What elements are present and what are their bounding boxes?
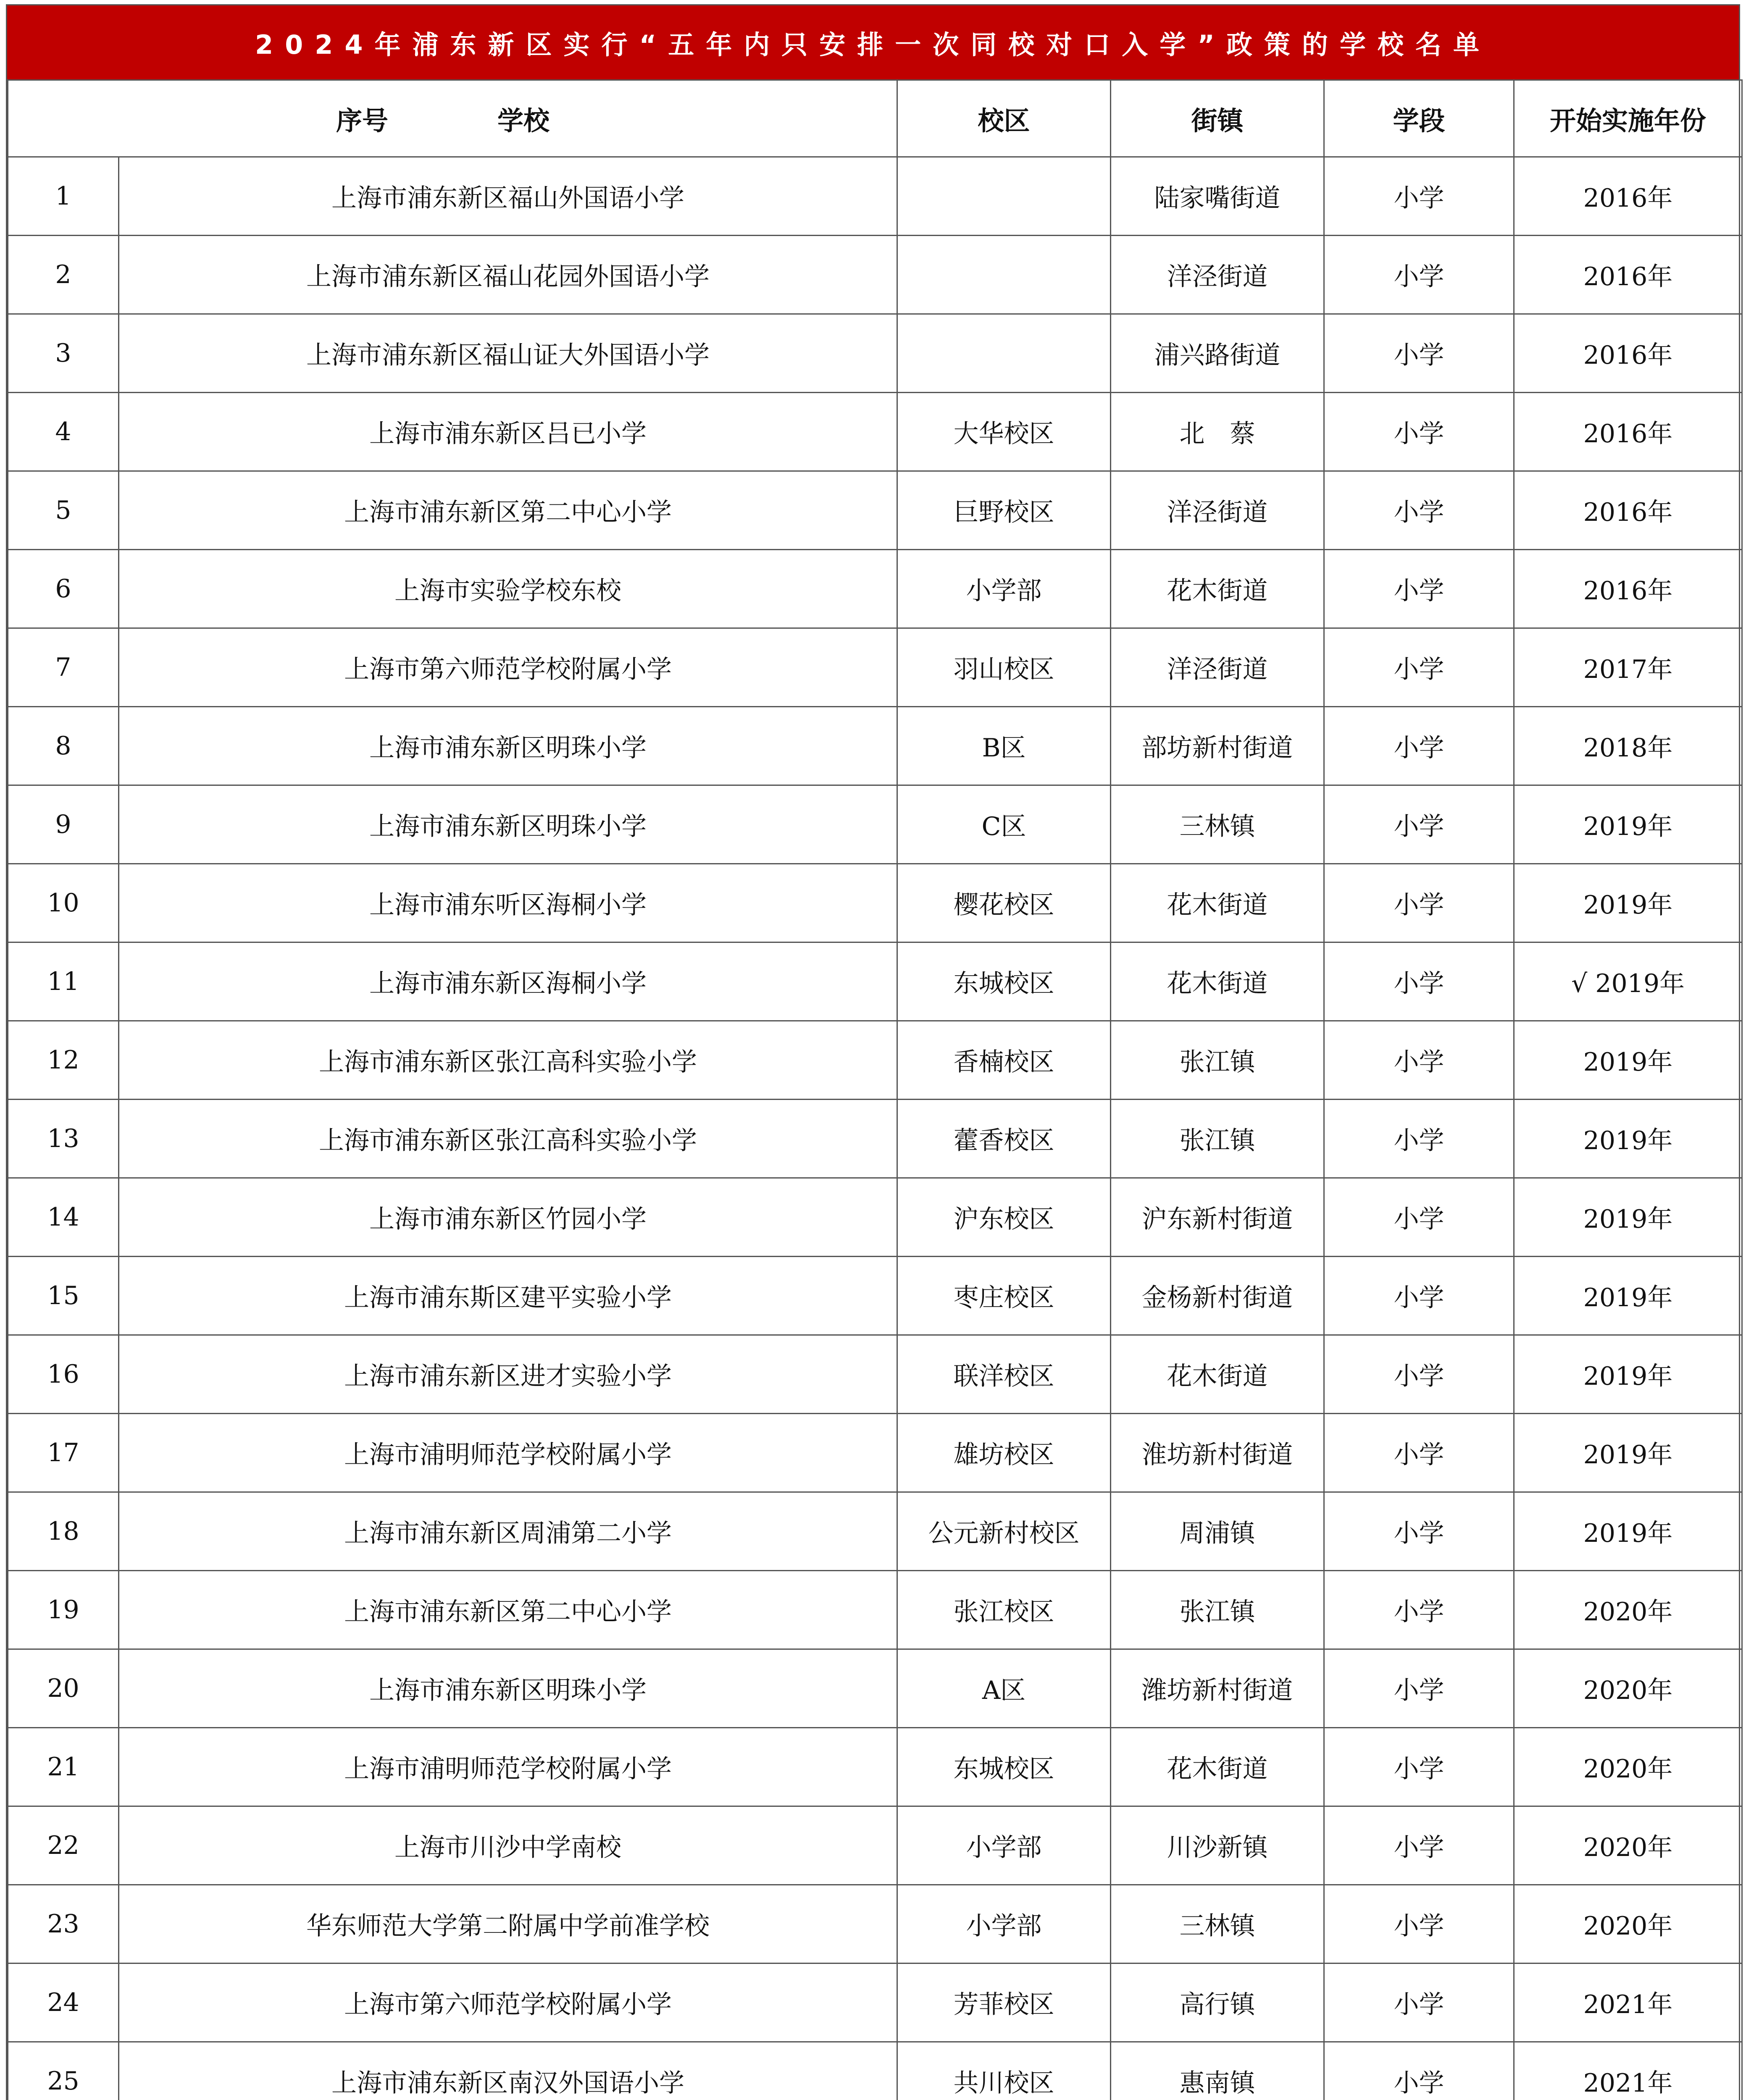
- cell-school[interactable]: 上海市浦东新区南汉外国语小学: [119, 2042, 897, 2100]
- cell-year[interactable]: √ 2019年: [1514, 942, 1742, 1021]
- table-row: [8, 1414, 1742, 1492]
- cell-level[interactable]: 小学: [1324, 1492, 1514, 1571]
- cell-year[interactable]: 2020年: [1514, 1649, 1742, 1728]
- cell-no[interactable]: 16: [8, 1335, 119, 1414]
- cell-no[interactable]: 10: [8, 864, 119, 942]
- cell-level[interactable]: 小学: [1324, 393, 1514, 471]
- cell-street[interactable]: 花木街道: [1111, 1335, 1324, 1414]
- cell-campus[interactable]: 小学部: [897, 550, 1111, 628]
- cell-street[interactable]: 张江镇: [1111, 1021, 1324, 1100]
- cell-school[interactable]: 上海市浦东新区吕已小学: [119, 393, 897, 471]
- cell-school[interactable]: 上海市浦东新区明珠小学: [119, 1649, 897, 1728]
- cell-level[interactable]: 小学: [1324, 550, 1514, 628]
- cell-street[interactable]: 三林镇: [1111, 785, 1324, 864]
- cell-campus[interactable]: 联洋校区: [897, 1335, 1111, 1414]
- header-no-school[interactable]: [8, 80, 897, 157]
- cell-no[interactable]: 21: [8, 1728, 119, 1806]
- table-row: [8, 1806, 1742, 1885]
- cell-street[interactable]: 北 蔡: [1111, 393, 1324, 471]
- table-row: [8, 236, 1742, 314]
- cell-no[interactable]: 23: [8, 1885, 119, 1964]
- cell-no[interactable]: 1: [8, 157, 119, 236]
- cell-street[interactable]: 花木街道: [1111, 942, 1324, 1021]
- cell-school[interactable]: 上海市浦东新区第二中心小学: [119, 1571, 897, 1649]
- cell-no[interactable]: 6: [8, 550, 119, 628]
- cell-school[interactable]: 上海市浦东新区竹园小学: [119, 1178, 897, 1257]
- page-title: 2024年浦东新区实行“五年内只安排一次同校对口入学”政策的学校名单: [7, 5, 1739, 79]
- cell-level[interactable]: 小学: [1324, 1178, 1514, 1257]
- cell-year[interactable]: 2019年: [1514, 1414, 1742, 1492]
- table-row: [8, 707, 1742, 785]
- cell-year[interactable]: 2016年: [1514, 314, 1742, 393]
- cell-street[interactable]: 金杨新村街道: [1111, 1257, 1324, 1335]
- cell-campus[interactable]: 枣庄校区: [897, 1257, 1111, 1335]
- spreadsheet: [6, 4, 1740, 2100]
- cell-street[interactable]: 潍坊新村街道: [1111, 1649, 1324, 1728]
- cell-year[interactable]: 2019年: [1514, 1178, 1742, 1257]
- cell-no[interactable]: 13: [8, 1100, 119, 1178]
- cell-year[interactable]: 2021年: [1514, 2042, 1742, 2100]
- cell-campus[interactable]: 小学部: [897, 1806, 1111, 1885]
- cell-campus[interactable]: 香楠校区: [897, 1021, 1111, 1100]
- cell-year[interactable]: 2020年: [1514, 1728, 1742, 1806]
- cell-no[interactable]: 18: [8, 1492, 119, 1571]
- table-body: [8, 157, 1742, 2100]
- table-row: [8, 550, 1742, 628]
- cell-street[interactable]: 洋泾街道: [1111, 628, 1324, 707]
- cell-campus[interactable]: 公元新村校区: [897, 1492, 1111, 1571]
- cell-no[interactable]: 20: [8, 1649, 119, 1728]
- table-row: [8, 1571, 1742, 1649]
- table-row: [8, 1492, 1742, 1571]
- table-row: [8, 1100, 1742, 1178]
- cell-campus[interactable]: 樱花校区: [897, 864, 1111, 942]
- cell-level[interactable]: 小学: [1324, 1728, 1514, 1806]
- cell-street[interactable]: 洋泾街道: [1111, 471, 1324, 550]
- cell-no[interactable]: 14: [8, 1178, 119, 1257]
- cell-school[interactable]: 上海市浦东新区福山外国语小学: [119, 157, 897, 236]
- cell-level[interactable]: 小学: [1324, 1414, 1514, 1492]
- cell-school[interactable]: 上海市浦明师范学校附属小学: [119, 1414, 897, 1492]
- cell-year[interactable]: 2016年: [1514, 393, 1742, 471]
- cell-no[interactable]: 8: [8, 707, 119, 785]
- cell-street[interactable]: 惠南镇: [1111, 2042, 1324, 2100]
- cell-level[interactable]: 小学: [1324, 314, 1514, 393]
- table-row: [8, 157, 1742, 236]
- cell-no[interactable]: 4: [8, 393, 119, 471]
- cell-school[interactable]: 上海市浦东新区明珠小学: [119, 707, 897, 785]
- cell-school[interactable]: 上海市浦东新区海桐小学: [119, 942, 897, 1021]
- cell-level[interactable]: 小学: [1324, 1021, 1514, 1100]
- cell-street[interactable]: 张江镇: [1111, 1100, 1324, 1178]
- table-row: [8, 942, 1742, 1021]
- cell-street[interactable]: 张江镇: [1111, 1571, 1324, 1649]
- school-table: [7, 79, 1743, 2100]
- cell-no[interactable]: 3: [8, 314, 119, 393]
- cell-year[interactable]: 2020年: [1514, 1885, 1742, 1964]
- cell-level[interactable]: 小学: [1324, 1571, 1514, 1649]
- cell-school[interactable]: 上海市浦东新区张江高科实验小学: [119, 1021, 897, 1100]
- cell-campus[interactable]: 张江校区: [897, 1571, 1111, 1649]
- cell-level[interactable]: 小学: [1324, 2042, 1514, 2100]
- cell-no[interactable]: 24: [8, 1964, 119, 2042]
- cell-level[interactable]: 小学: [1324, 707, 1514, 785]
- header-level[interactable]: 学段: [1324, 80, 1514, 157]
- table-row: [8, 1728, 1742, 1806]
- cell-school[interactable]: 上海市浦东新区张江高科实验小学: [119, 1100, 897, 1178]
- cell-level[interactable]: 小学: [1324, 1885, 1514, 1964]
- cell-no[interactable]: 17: [8, 1414, 119, 1492]
- cell-street[interactable]: 洋泾街道: [1111, 236, 1324, 314]
- cell-street[interactable]: 浦兴路街道: [1111, 314, 1324, 393]
- cell-year[interactable]: 2017年: [1514, 628, 1742, 707]
- cell-school[interactable]: 上海市浦东新区周浦第二小学: [119, 1492, 897, 1571]
- cell-year[interactable]: 2019年: [1514, 1021, 1742, 1100]
- table-row: [8, 785, 1742, 864]
- cell-campus[interactable]: 小学部: [897, 1885, 1111, 1964]
- cell-street[interactable]: 淮坊新村街道: [1111, 1414, 1324, 1492]
- cell-level[interactable]: 小学: [1324, 1964, 1514, 2042]
- cell-school[interactable]: 上海市实验学校东校: [119, 550, 897, 628]
- cell-campus[interactable]: 藿香校区: [897, 1100, 1111, 1178]
- header-street[interactable]: 街镇: [1111, 80, 1324, 157]
- cell-school[interactable]: 上海市川沙中学南校: [119, 1806, 897, 1885]
- cell-year[interactable]: 2019年: [1514, 1492, 1742, 1571]
- cell-school[interactable]: 上海市浦东斯区建平实验小学: [119, 1257, 897, 1335]
- cell-no[interactable]: 5: [8, 471, 119, 550]
- table-row: [8, 864, 1742, 942]
- table-row: [8, 628, 1742, 707]
- cell-level[interactable]: 小学: [1324, 236, 1514, 314]
- cell-year[interactable]: 2019年: [1514, 1100, 1742, 1178]
- cell-street[interactable]: 花木街道: [1111, 864, 1324, 942]
- cell-level[interactable]: 小学: [1324, 942, 1514, 1021]
- table-row: [8, 1885, 1742, 1964]
- table-row: [8, 314, 1742, 393]
- header-year[interactable]: 开始实施年份: [1514, 80, 1742, 157]
- cell-campus[interactable]: 雄坊校区: [897, 1414, 1111, 1492]
- cell-campus[interactable]: 东城校区: [897, 1728, 1111, 1806]
- cell-campus[interactable]: A区: [897, 1649, 1111, 1728]
- header-campus[interactable]: 校区: [897, 80, 1111, 157]
- cell-year[interactable]: 2021年: [1514, 1964, 1742, 2042]
- cell-campus[interactable]: 共川校区: [897, 2042, 1111, 2100]
- cell-school[interactable]: 上海市浦明师范学校附属小学: [119, 1728, 897, 1806]
- cell-level[interactable]: 小学: [1324, 1257, 1514, 1335]
- cell-year[interactable]: 2019年: [1514, 864, 1742, 942]
- cell-street[interactable]: 周浦镇: [1111, 1492, 1324, 1571]
- cell-street[interactable]: 沪东新村街道: [1111, 1178, 1324, 1257]
- cell-year[interactable]: 2019年: [1514, 1257, 1742, 1335]
- cell-campus[interactable]: [897, 314, 1111, 393]
- cell-level[interactable]: 小学: [1324, 864, 1514, 942]
- cell-street[interactable]: 花木街道: [1111, 550, 1324, 628]
- cell-no[interactable]: 2: [8, 236, 119, 314]
- table-row: [8, 393, 1742, 471]
- cell-year[interactable]: 2019年: [1514, 1335, 1742, 1414]
- cell-level[interactable]: 小学: [1324, 157, 1514, 236]
- cell-school[interactable]: 上海市第六师范学校附属小学: [119, 628, 897, 707]
- cell-no[interactable]: 19: [8, 1571, 119, 1649]
- cell-campus[interactable]: 东城校区: [897, 942, 1111, 1021]
- table-row: [8, 1964, 1742, 2042]
- cell-street[interactable]: 陆家嘴街道: [1111, 157, 1324, 236]
- cell-no[interactable]: 7: [8, 628, 119, 707]
- cell-no[interactable]: 11: [8, 942, 119, 1021]
- cell-school[interactable]: 上海市浦东新区福山花园外国语小学: [119, 236, 897, 314]
- cell-no[interactable]: 22: [8, 1806, 119, 1885]
- cell-year[interactable]: 2016年: [1514, 236, 1742, 314]
- cell-year[interactable]: 2016年: [1514, 471, 1742, 550]
- cell-street[interactable]: 川沙新镇: [1111, 1806, 1324, 1885]
- cell-campus[interactable]: 芳菲校区: [897, 1964, 1111, 2042]
- cell-campus[interactable]: C区: [897, 785, 1111, 864]
- cell-school[interactable]: 上海市浦东新区福山证大外国语小学: [119, 314, 897, 393]
- table-row: [8, 471, 1742, 550]
- cell-year[interactable]: 2020年: [1514, 1571, 1742, 1649]
- cell-level[interactable]: 小学: [1324, 1806, 1514, 1885]
- table-row: [8, 2042, 1742, 2100]
- cell-year[interactable]: 2016年: [1514, 157, 1742, 236]
- cell-campus[interactable]: B区: [897, 707, 1111, 785]
- cell-campus[interactable]: 羽山校区: [897, 628, 1111, 707]
- table-row: [8, 1178, 1742, 1257]
- header-no: 序号: [336, 105, 389, 136]
- cell-level[interactable]: 小学: [1324, 471, 1514, 550]
- cell-year[interactable]: 2020年: [1514, 1806, 1742, 1885]
- cell-level[interactable]: 小学: [1324, 1335, 1514, 1414]
- cell-no[interactable]: 9: [8, 785, 119, 864]
- header-school: 学校: [497, 105, 550, 136]
- table-row: [8, 1021, 1742, 1100]
- cell-school[interactable]: 华东师范大学第二附属中学前准学校: [119, 1885, 897, 1964]
- cell-year[interactable]: 2018年: [1514, 707, 1742, 785]
- cell-no[interactable]: 25: [8, 2042, 119, 2100]
- cell-no[interactable]: 15: [8, 1257, 119, 1335]
- table-row: [8, 1335, 1742, 1414]
- cell-street[interactable]: 高行镇: [1111, 1964, 1324, 2042]
- header-row: [8, 80, 1742, 157]
- cell-campus[interactable]: [897, 157, 1111, 236]
- cell-level[interactable]: 小学: [1324, 628, 1514, 707]
- cell-level[interactable]: 小学: [1324, 1649, 1514, 1728]
- cell-year[interactable]: 2019年: [1514, 785, 1742, 864]
- cell-campus[interactable]: 沪东校区: [897, 1178, 1111, 1257]
- cell-school[interactable]: 上海市浦东新区进才实验小学: [119, 1335, 897, 1414]
- cell-level[interactable]: 小学: [1324, 785, 1514, 864]
- cell-campus[interactable]: 巨野校区: [897, 471, 1111, 550]
- cell-year[interactable]: 2016年: [1514, 550, 1742, 628]
- cell-street[interactable]: 部坊新村街道: [1111, 707, 1324, 785]
- cell-school[interactable]: 上海市浦东听区海桐小学: [119, 864, 897, 942]
- table-row: [8, 1257, 1742, 1335]
- cell-school[interactable]: 上海市第六师范学校附属小学: [119, 1964, 897, 2042]
- cell-school[interactable]: 上海市浦东新区第二中心小学: [119, 471, 897, 550]
- table-row: [8, 1649, 1742, 1728]
- cell-school[interactable]: 上海市浦东新区明珠小学: [119, 785, 897, 864]
- cell-level[interactable]: 小学: [1324, 1100, 1514, 1178]
- cell-street[interactable]: 花木街道: [1111, 1728, 1324, 1806]
- cell-no[interactable]: 12: [8, 1021, 119, 1100]
- cell-street[interactable]: 三林镇: [1111, 1885, 1324, 1964]
- cell-campus[interactable]: 大华校区: [897, 393, 1111, 471]
- cell-campus[interactable]: [897, 236, 1111, 314]
